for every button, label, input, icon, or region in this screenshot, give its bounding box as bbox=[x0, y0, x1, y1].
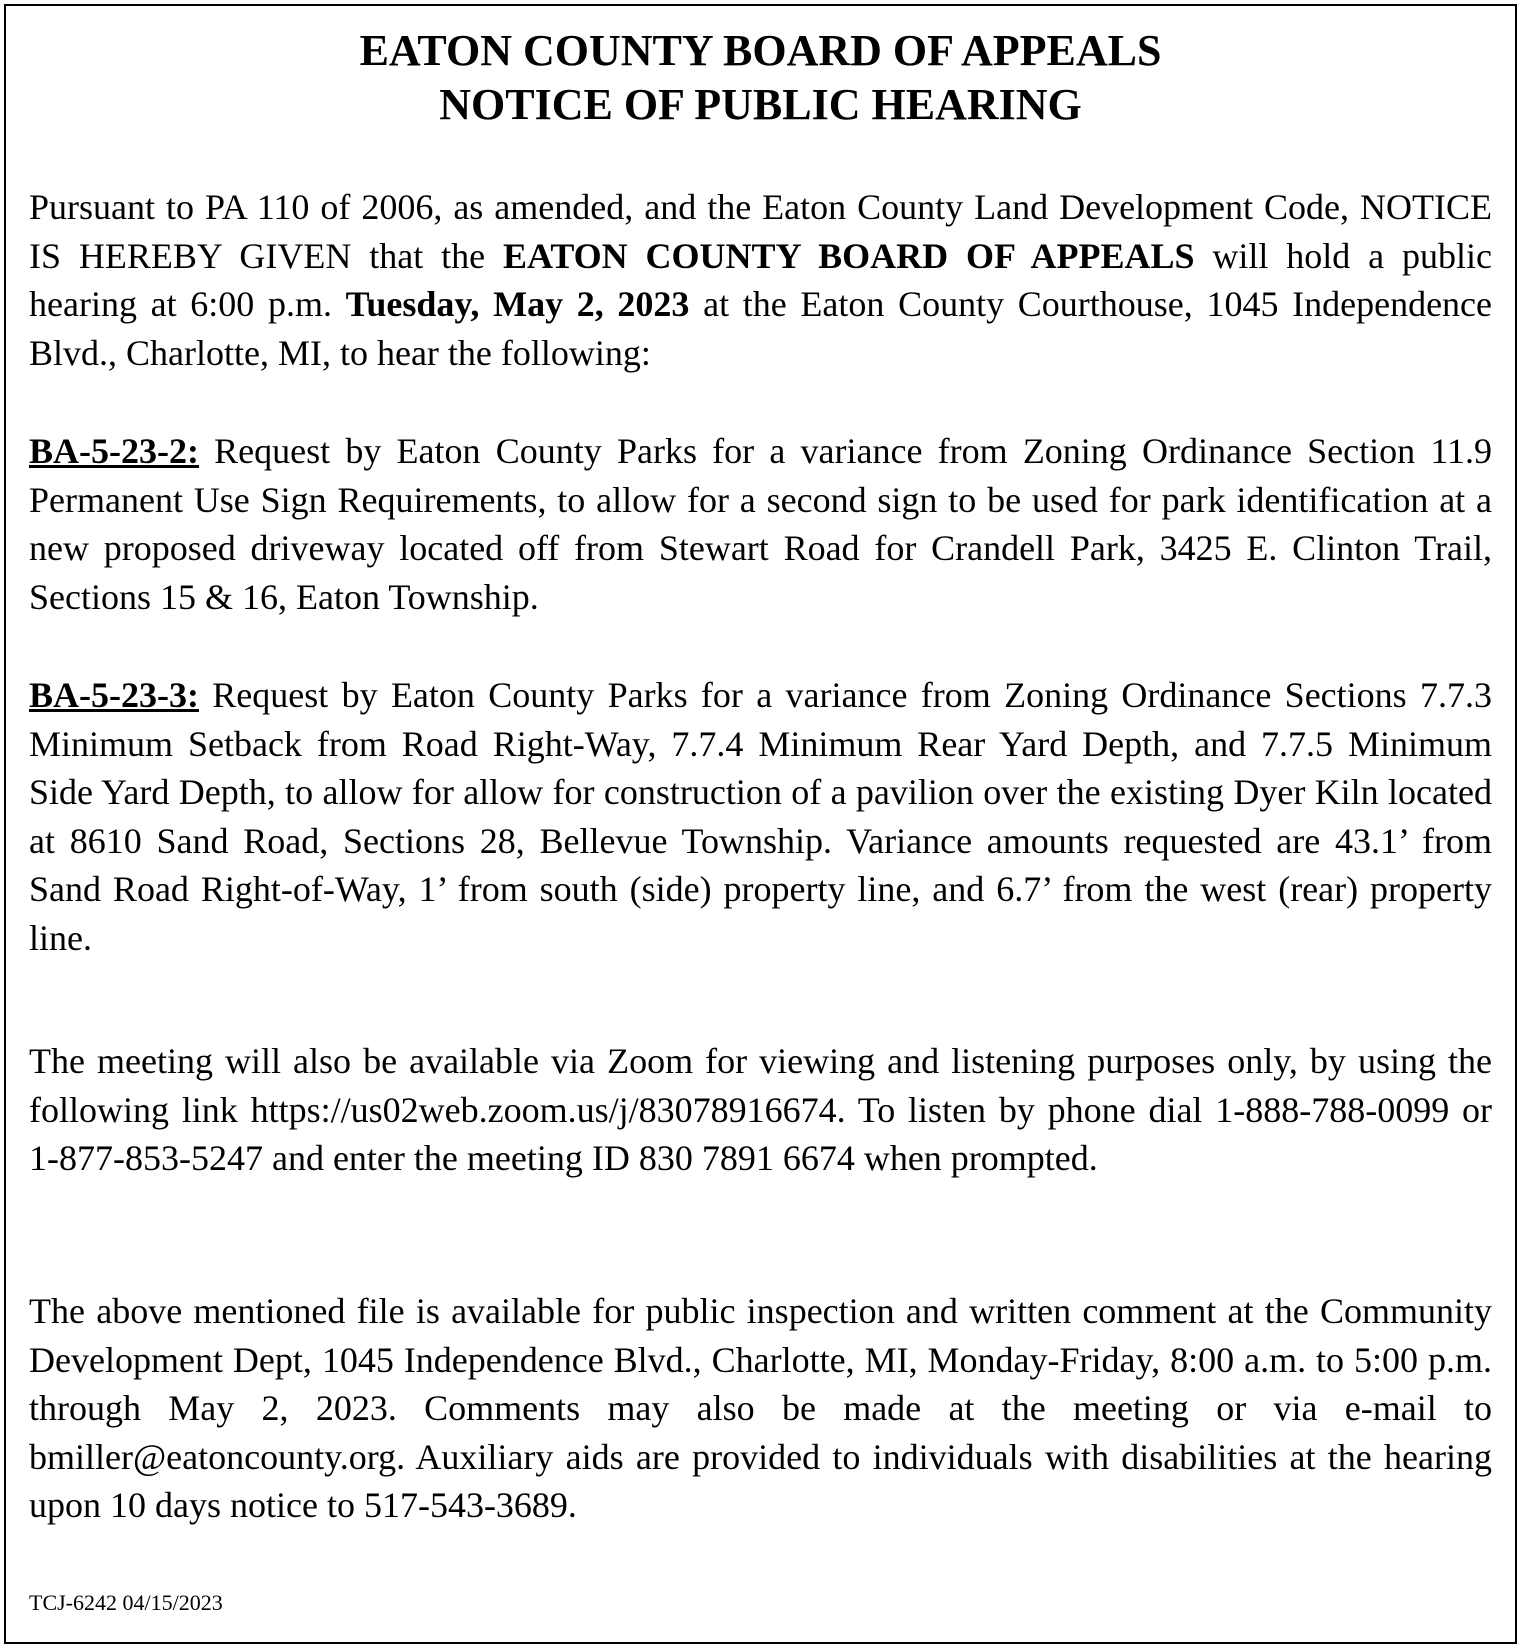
board-name: EATON COUNTY BOARD OF APPEALS bbox=[502, 235, 1195, 276]
case-id: BA-5-23-3: bbox=[29, 675, 199, 715]
case-id: BA-5-23-2: bbox=[29, 431, 199, 471]
title-line-2: NOTICE OF PUBLIC HEARING bbox=[439, 80, 1082, 129]
case-text: Request by Eaton County Parks for a variance from Zoning Ordinance Section 11.9 Permanent Use Sign Requirements, to allow for a second sign to be used for park identification at a new proposed driveway located off from Stewart Road for Crandell Park, 3425 E. Clinton Trail, Sections 15 & 16, Eaton Township. bbox=[29, 431, 1492, 617]
intro-text-3: at the Eaton County Courthouse, 1045 Independence Blvd., Charlotte, MI, to hear the following: bbox=[29, 284, 1493, 373]
public-notice bbox=[4, 4, 1517, 1644]
footer-reference: TCJ-6242 04/15/2023 bbox=[29, 1590, 223, 1615]
title-line-1: EATON COUNTY BOARD OF APPEALS bbox=[359, 26, 1162, 75]
inspection-paragraph: The above mentioned file is available for public inspection and written comment at the Community Development Dept, 1045 Independence Blvd., Charlotte, MI, Monday-Friday, 8:00 a.m. to 5:00 p.m. through May 2, 2023. Comments may also be made at the meeting or via e-mail to bmiller@eatoncounty.org. Auxiliary aids are provided to individuals with disabilities at the hearing upon 10 days notice to 517-543-3689. bbox=[29, 1291, 1492, 1525]
case-ba-5-23-2 bbox=[29, 427, 1492, 621]
case-ba-5-23-3 bbox=[29, 671, 1492, 962]
case-text: Request by Eaton County Parks for a variance from Zoning Ordinance Sections 7.7.3 Minimum Setback from Road Right-Way, 7.7.4 Minimum Rear Yard Depth, and 7.7.5 Minimum Side Yard Depth, to allow for allow for construction of a pavilion over the existing Dyer Kiln located at 8610 Sand Road, Sections 28, Bellevue Township. Variance amounts requested are 43.1’ from Sand Road Right-of-Way, 1’ from south (side) property line, and 6.7’ from the west (rear) property line. bbox=[29, 675, 1492, 958]
zoom-paragraph: The meeting will also be available via Zoom for viewing and listening purposes only, by using the following link https://us02web.zoom.us/j/83078916674. To listen by phone dial 1-888-788-0099 or 1-877-853-5247 and enter the meeting ID 830 7891 6674 when prompted. bbox=[29, 1041, 1492, 1178]
intro-text-2: will hold a public hearing at 6:00 p.m. bbox=[29, 235, 1493, 324]
hearing-date: Tuesday, May 2, 2023 bbox=[345, 284, 690, 324]
intro-paragraph bbox=[29, 183, 1492, 377]
intro-text-1: Pursuant to PA 110 of 2006, as amended, and the Eaton County Land Development Code, NOTICE IS HEREBY GIVEN that the bbox=[29, 187, 1492, 276]
notice-title bbox=[6, 24, 1515, 132]
